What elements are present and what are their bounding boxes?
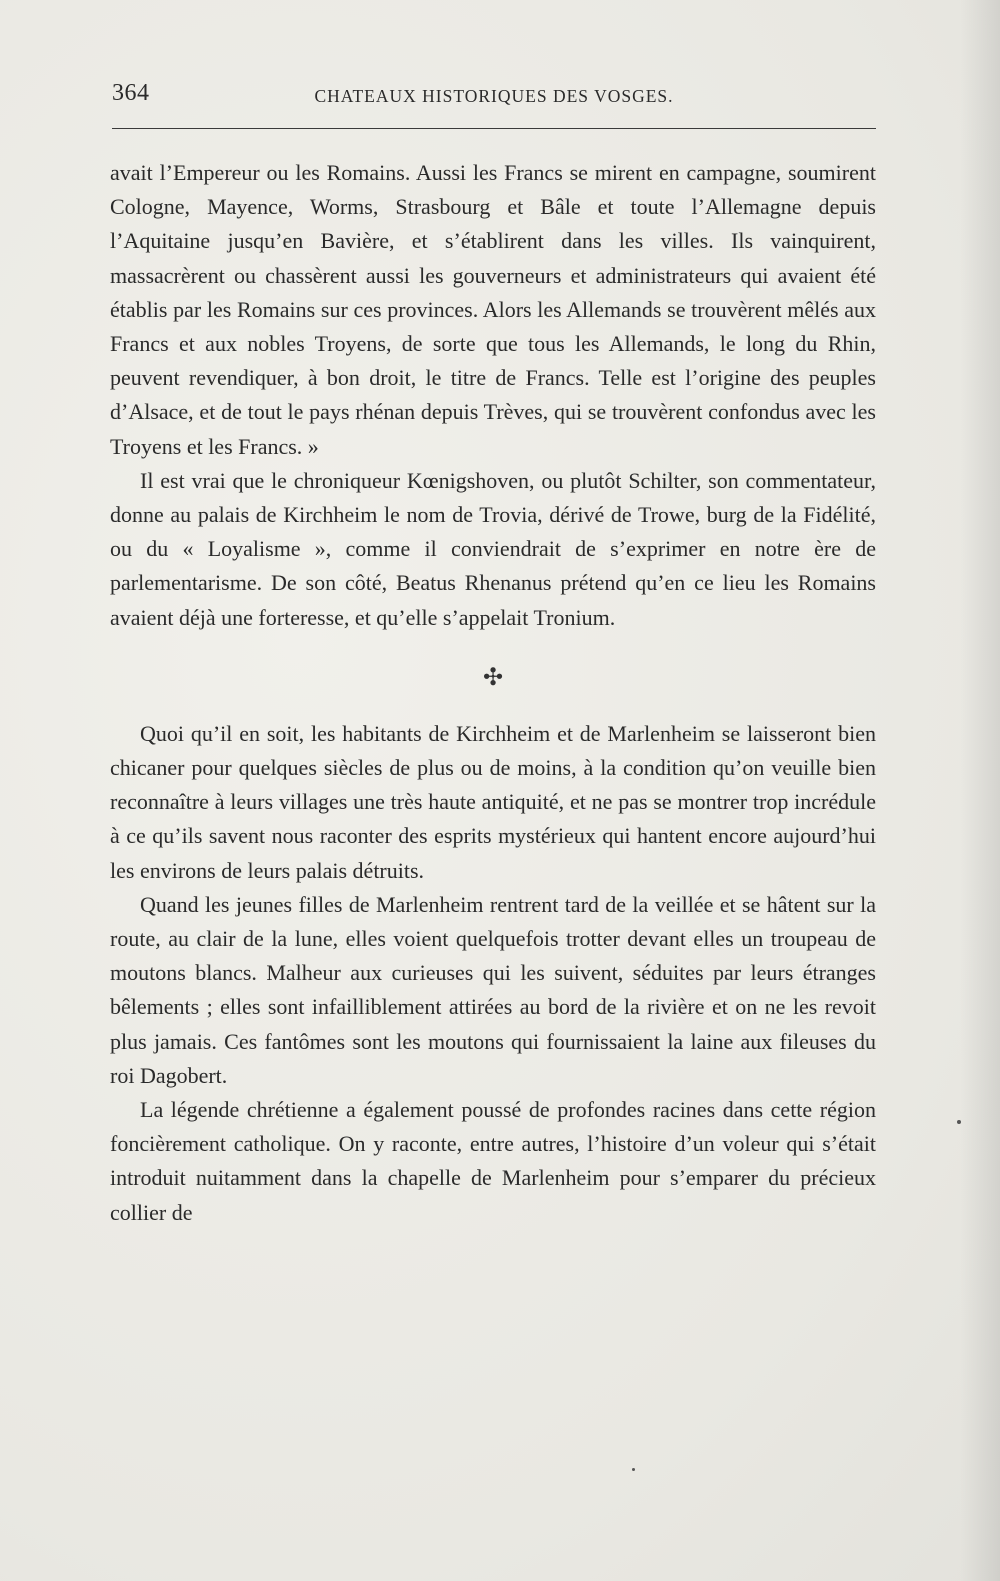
page-number: 364 [112,80,150,106]
paragraph: La légende chrétienne a également poussé de profondes racines dans cette région foncièrement catholique. On y raconte, entre autres, l’histoire d’un voleur qui s’était introduit nuitamment dans la chapelle de Marlenheim pour s’emparer du précieux collier de [110,1097,876,1225]
page-header [112,78,876,118]
section-ornament-icon: ✣ [482,664,504,691]
paper-speck [957,1120,961,1124]
paragraph: avait l’Empereur ou les Romains. Aussi les Francs se mirent en campagne, soumirent Cologne, Mayence, Worms, Strasbourg et Bâle et toute l’Allemagne depuis l’Aquitaine jusqu’en Bavière, et s’établirent dans les villes. Ils vainquirent, massacrèrent ou chassèrent aussi les gouverneurs et administrateurs qui avaient été établis par les Romains sur ces provinces. Alors les Allemands se trouvèrent mêlés aux Francs et aux nobles Troyens, de sorte que tous les Allemands, le long du Rhin, peuvent revendiquer, à bon droit, le titre de Francs. Telle est l’origine des peuples d’Alsace, et de tout le pays rhénan depuis Trèves, qui se trouvèrent confondus avec les Troyens et les Francs. » [110,160,876,459]
paragraph: Il est vrai que le chroniqueur Kœnigshoven, ou plutôt Schilter, son commentateur, donne au palais de Kirchheim le nom de Trovia, dérivé de Trowe, burg de la Fidélité, ou du « Loyalisme », comme il conviendrait de s’exprimer en notre ère de parlementarisme. De son côté, Beatus Rhenanus prétend qu’en ce lieu les Romains avaient déjà une forteresse, et qu’elle s’appelait Tronium. [110,467,876,630]
body-text [110,156,876,1230]
paragraph: Quand les jeunes filles de Marlenheim rentrent tard de la veillée et se hâtent sur la route, au clair de la lune, elles voient quelquefois trotter devant elles un troupeau de moutons blancs. Malheur aux curieuses qui les suivent, séduites par leurs étranges bêlements ; elles sont infailliblement attirées au bord de la rivière et on ne les revoit plus jamais. Ces fantômes sont les moutons qui fournissaient la laine aux fileuses du roi Dagobert. [110,891,876,1088]
paper-speck [632,1468,635,1471]
header-rule [112,128,876,129]
running-title: CHATEAUX HISTORIQUES DES VOSGES. [314,86,674,106]
paragraph: Quoi qu’il en soit, les habitants de Kirchheim et de Marlenheim se laisseront bien chicaner pour quelques siècles de plus ou de moins, à la condition qu’on veuille bien reconnaître à leurs villages une très haute antiquité, et ne pas se montrer trop incrédule à ce qu’ils savent nous raconter des esprits mystérieux qui hantent encore aujourd’hui les environs de leurs palais détruits. [110,720,876,883]
